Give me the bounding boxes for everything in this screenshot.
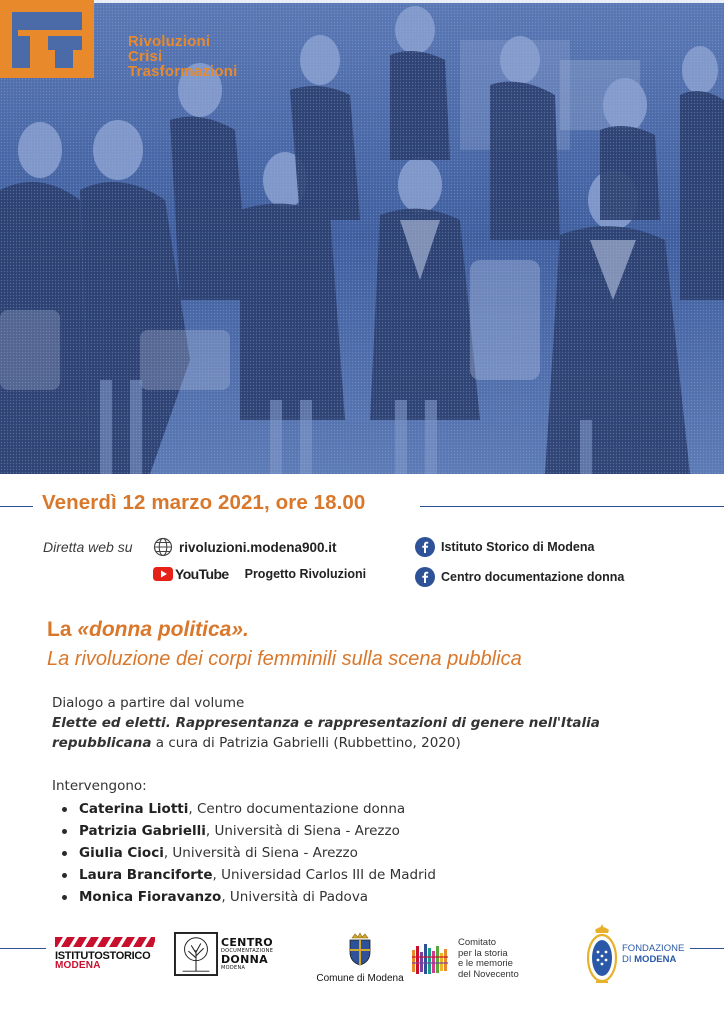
facebook-icon — [415, 537, 435, 557]
comitato-line-1: Comitato — [458, 937, 497, 948]
speaker-name: Patrizia Gabrielli — [79, 823, 206, 839]
youtube-play-icon — [153, 567, 173, 581]
facebook-icon — [415, 567, 435, 587]
event-description — [52, 693, 672, 753]
cdd-line-3: MODENA — [221, 965, 246, 971]
hero-photo-illustration — [0, 0, 724, 474]
fondazione-emblem-icon — [586, 922, 618, 986]
date-divider-left — [0, 506, 33, 507]
speaker-name: Monica Fioravanzo — [79, 889, 222, 905]
speaker-name: Caterina Liotti — [79, 801, 189, 817]
facebook-page-2: Centro documentazione donna — [441, 570, 625, 584]
color-grid-icon — [412, 942, 452, 976]
comune-label: Comune di Modena — [316, 973, 404, 984]
top-border — [0, 0, 724, 3]
coat-of-arms-icon — [346, 932, 374, 966]
event-title — [47, 618, 249, 642]
speaker-name: Giulia Cioci — [79, 845, 164, 861]
book-title-line-1: Elette ed eletti. Rappresentanza e rappresentazioni di genere nell'Italia — [52, 715, 600, 731]
event-date: Venerdì 12 marzo 2021, ore 18.00 — [42, 491, 366, 514]
date-divider-right — [420, 506, 724, 507]
cdd-line-small: DOCUMENTAZIONE — [221, 948, 274, 954]
cdd-wordmark — [221, 937, 273, 971]
footer-divider-left — [0, 948, 46, 949]
speaker-item — [60, 820, 436, 842]
comitato-line-2: per la storia — [458, 947, 508, 959]
youtube-channel: Progetto Rivoluzioni — [244, 567, 367, 581]
facebook-page-1: Istituto Storico di Modena — [441, 540, 595, 554]
brand-line-2: Crisi — [128, 48, 163, 65]
footer-divider-right — [690, 948, 724, 949]
speakers-list — [60, 798, 436, 908]
facebook-link-cdd[interactable] — [415, 567, 624, 587]
brand-wordmark — [128, 34, 238, 79]
speaker-affiliation: , Centro documentazione donna — [188, 801, 406, 817]
book-editor: a cura di Patrizia Gabrielli (Rubbettino, 2020) — [151, 735, 461, 751]
cdd-line-1: CENTRO — [221, 936, 273, 949]
speaker-affiliation: , Università di Siena - Arezzo — [163, 845, 358, 861]
facebook-link-istituto[interactable] — [415, 537, 594, 557]
fondazione-wordmark — [622, 943, 684, 965]
speaker-affiliation: , Università di Siena - Arezzo — [205, 823, 400, 839]
title-emphasis: «donna politica». — [77, 618, 249, 641]
book-line-2 — [52, 733, 672, 753]
comitato-line-3: e le memorie — [458, 958, 513, 969]
fondazione-line-2: DI — [622, 954, 635, 965]
speaker-affiliation: , Universidad Carlos III de Madrid — [212, 867, 436, 883]
website-link[interactable] — [153, 537, 337, 557]
website-url: rivoluzioni.modena900.it — [179, 539, 337, 555]
speaker-item — [60, 798, 436, 820]
book-title-line-2: repubblicana — [52, 735, 152, 751]
istituto-storico-city: MODENA — [55, 960, 101, 971]
comitato-logo — [412, 938, 519, 980]
youtube-wordmark: YouTube — [175, 566, 229, 582]
speaker-item — [60, 842, 436, 864]
tree-icon — [174, 932, 218, 976]
comune-di-modena-logo — [315, 932, 405, 984]
globe-icon — [153, 537, 173, 557]
speaker-name: Laura Branciforte — [79, 867, 213, 883]
speaker-affiliation: , Università di Padova — [221, 889, 369, 905]
istituto-storico-wordmark: ISTITUTOSTORICO — [55, 950, 151, 962]
youtube-logo — [153, 566, 229, 582]
rivoluzioni-logo-icon — [0, 0, 94, 78]
cdd-line-2: DONNA — [221, 953, 268, 966]
brand-line-1: Rivoluzioni — [128, 33, 211, 50]
fondazione-di-modena-logo — [586, 922, 684, 986]
speaker-item — [60, 864, 436, 886]
youtube-link[interactable] — [153, 566, 366, 582]
fondazione-line-3: MODENA — [634, 954, 677, 965]
title-prefix: La — [47, 618, 78, 641]
intro-text: Dialogo a partire dal volume — [52, 695, 245, 711]
comitato-wordmark — [458, 938, 519, 980]
comitato-line-4: del Novecento — [458, 968, 519, 980]
fondazione-line-1: FONDAZIONE — [622, 943, 685, 954]
stream-label: Diretta web su — [43, 539, 133, 555]
hero-photo — [0, 0, 724, 474]
speakers-label: Intervengono: — [52, 778, 147, 794]
speaker-item — [60, 886, 436, 908]
brand-line-3: Trasformazioni — [128, 63, 238, 80]
event-subtitle: La rivoluzione dei corpi femminili sulla scena pubblica — [47, 648, 522, 670]
centro-documentazione-donna-logo — [174, 932, 273, 976]
